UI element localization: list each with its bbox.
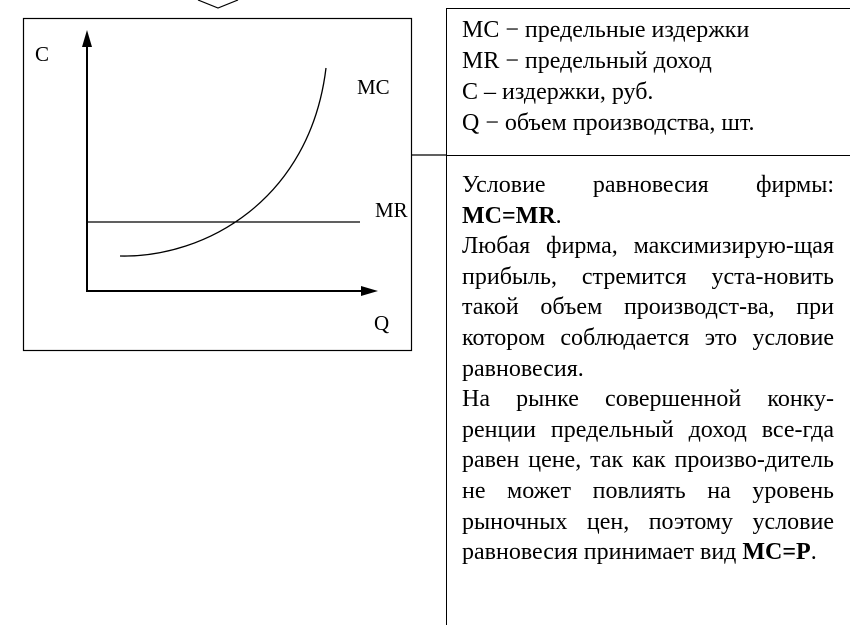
legend-box xyxy=(446,8,850,156)
competition-period: . xyxy=(810,539,817,566)
diagram-frame xyxy=(24,19,412,351)
paragraph-equilibrium xyxy=(462,170,834,231)
explanation-box xyxy=(446,155,850,625)
legend-item-c: C – издержки, руб. xyxy=(462,79,654,105)
paragraph-perfect-competition xyxy=(462,384,834,568)
competition-text: На рынке совершенной конку-ренции предельный доход все-гда равен цене, так как произво-дитель не может повлиять на уровень рыночных цен, поэтому условие равновесия принимает вид xyxy=(462,386,834,566)
equilibrium-text: Условие равновесия фирмы: xyxy=(462,172,834,198)
legend-item-q: Q − объем производства, шт. xyxy=(462,110,755,136)
equilibrium-period: . xyxy=(555,202,562,229)
mr-label: MR xyxy=(375,198,408,222)
legend-item-mr: MR − предельный доход xyxy=(462,48,712,74)
top-chevron-shape xyxy=(198,0,238,8)
mc-label: MC xyxy=(357,75,390,99)
x-axis-arrowhead xyxy=(361,286,378,296)
y-axis-arrowhead xyxy=(82,30,92,47)
legend-item-mc: MC − предельные издержки xyxy=(462,17,750,43)
mc-curve xyxy=(120,68,326,256)
equilibrium-formula: MC=MR xyxy=(462,202,556,229)
paragraph-profit-max: Любая фирма, максимизирую-щая прибыль, стремится уста-новить такой объем производст-ва, при котором соблюдается это условие равновесия. xyxy=(462,233,834,382)
competition-formula: MC=P xyxy=(742,539,811,566)
y-axis-label: C xyxy=(35,42,50,66)
x-axis-label: Q xyxy=(374,311,390,335)
